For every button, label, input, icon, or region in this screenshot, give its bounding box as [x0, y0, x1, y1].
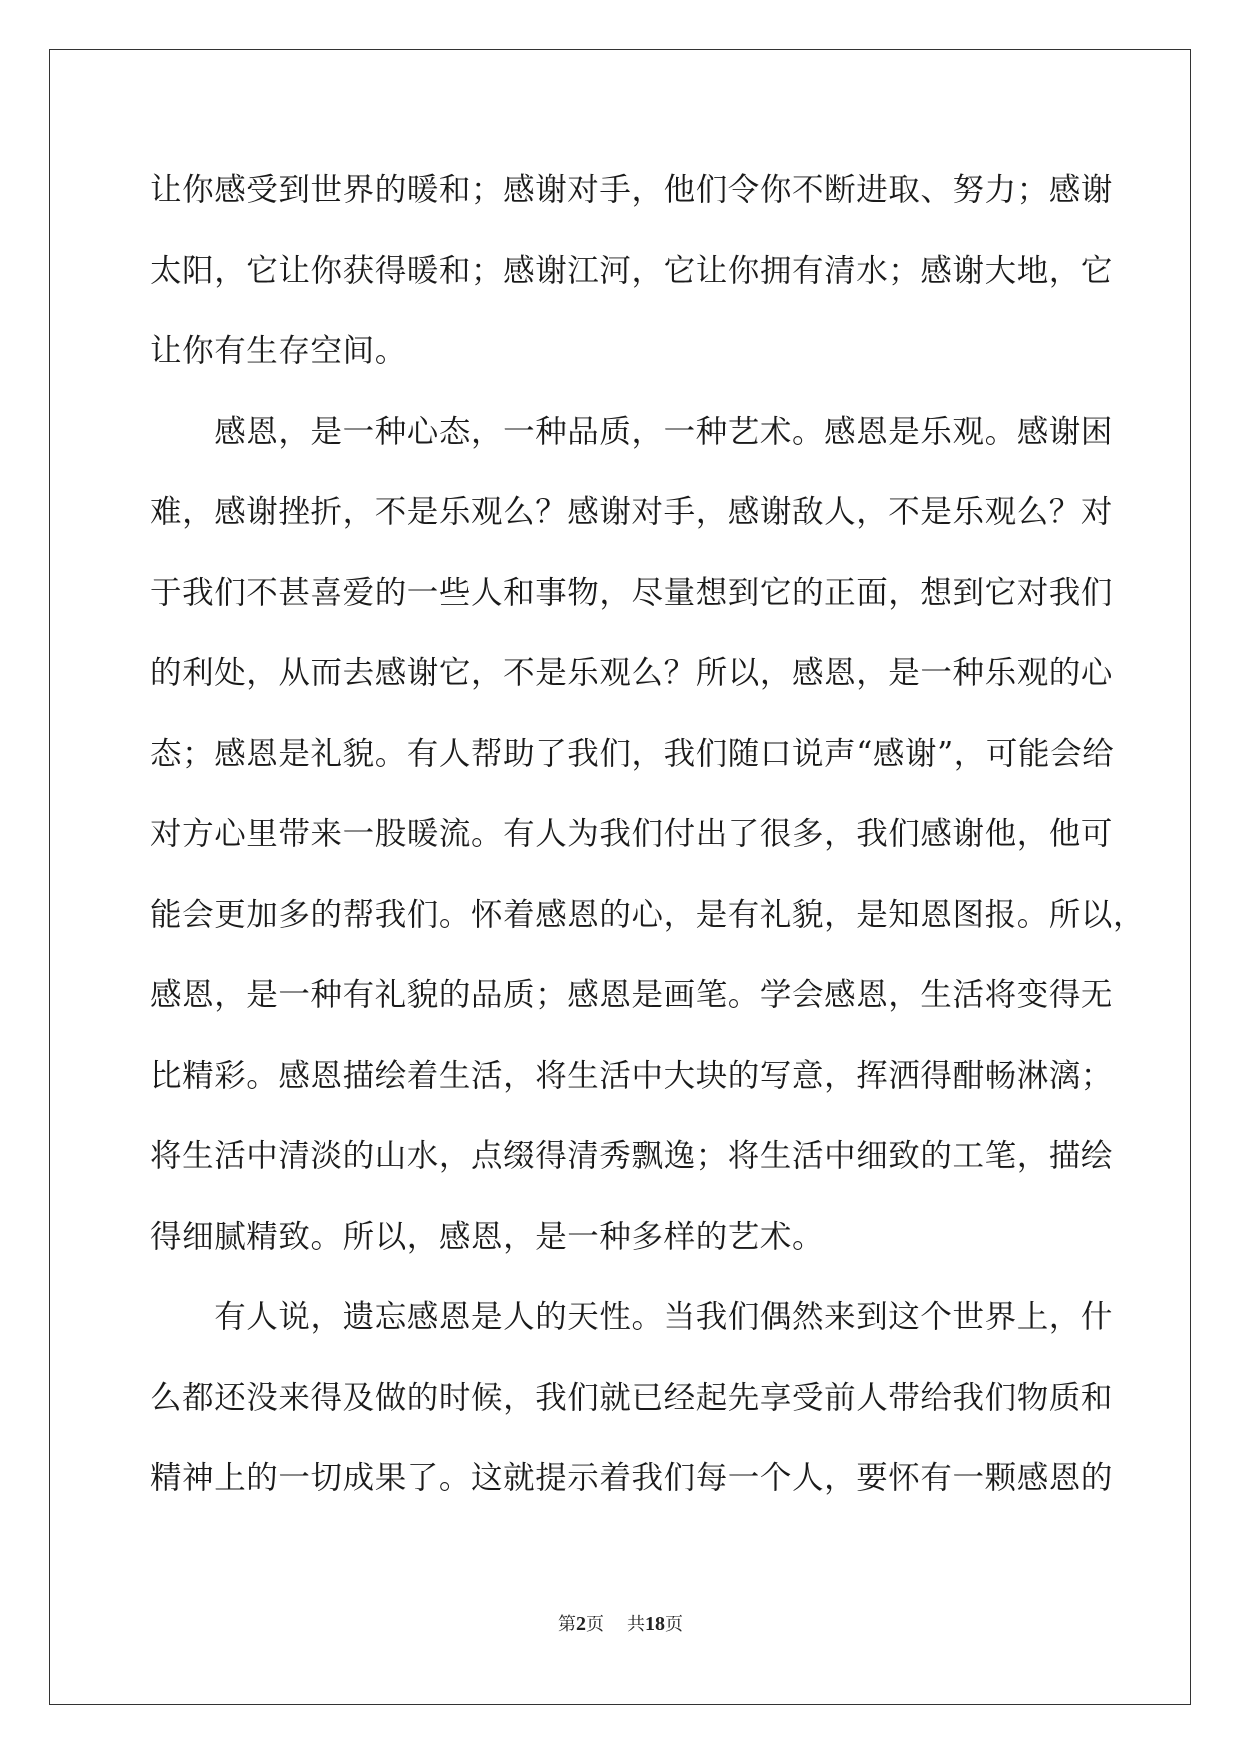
- text-line: 太阳，它让你获得暖和；感谢江河，它让你拥有清水；感谢大地，它: [150, 252, 1114, 289]
- text-line: 感恩，是一种心态，一种品质，一种艺术。感恩是乐观。感谢困: [150, 413, 1114, 450]
- text-line: 让你有生存空间。: [150, 333, 407, 369]
- text-line: 难，感谢挫折，不是乐观么？感谢对手，感谢敌人，不是乐观么？对: [150, 494, 1114, 530]
- total-suffix: 页: [664, 1614, 683, 1635]
- text-line: 能会更加多的帮我们。怀着感恩的心，是有礼貌，是知恩图报。所以，: [150, 896, 1146, 933]
- text-line: 态；感恩是礼貌。有人帮助了我们，我们随口说声“感谢”，可能会给: [150, 735, 1115, 772]
- text-line: 么都还没来得及做的时候，我们就已经起先享受前人带给我们物质和: [150, 1379, 1114, 1416]
- total-pages: 18: [644, 1613, 665, 1635]
- text-line: 比精彩。感恩描绘着生活，将生活中大块的写意，挥洒得酣畅淋漓；: [150, 1057, 1114, 1094]
- page-prefix: 第: [558, 1614, 577, 1635]
- page-suffix: 页: [586, 1614, 605, 1635]
- text-line: 对方心里带来一股暖流。有人为我们付出了很多，我们感谢他，他可: [150, 816, 1114, 852]
- text-line: 的利处，从而去感谢它，不是乐观么？所以，感恩，是一种乐观的心: [150, 655, 1114, 691]
- text-line: 得细腻精致。所以，感恩，是一种多样的艺术。: [150, 1218, 825, 1255]
- page-number: 2: [576, 1613, 587, 1635]
- text-line: 于我们不甚喜爱的一些人和事物，尽量想到它的正面，想到它对我们: [150, 574, 1114, 611]
- text-line: 感恩，是一种有礼貌的品质；感恩是画笔。学会感恩，生活将变得无: [150, 977, 1114, 1013]
- text-line: 将生活中清淡的山水，点缀得清秀飘逸；将生活中细致的工笔，描绘: [150, 1138, 1114, 1174]
- text-line: 有人说，遗忘感恩是人的天性。当我们偶然来到这个世界上，什: [150, 1299, 1114, 1335]
- text-line: 精神上的一切成果了。这就提示着我们每一个人，要怀有一颗感恩的: [150, 1460, 1114, 1496]
- total-prefix: 共: [626, 1614, 645, 1635]
- page-footer: [0, 1610, 1241, 1636]
- text-line: 让你感受到世界的暖和；感谢对手，他们令你不断进取、努力；感谢: [150, 172, 1114, 208]
- document-body: [150, 150, 1146, 1519]
